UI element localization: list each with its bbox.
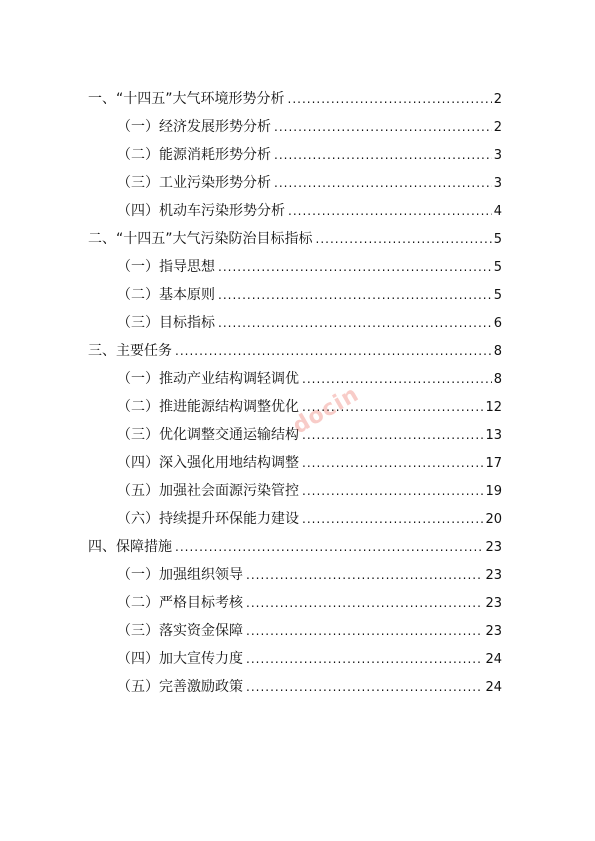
toc-page-number: 23 (485, 596, 502, 611)
toc-page-number: 13 (485, 428, 502, 443)
toc-dot-leader (302, 453, 483, 473)
toc-entry-2[interactable] (88, 229, 502, 249)
toc-dot-leader (175, 341, 492, 361)
toc-entry-2-3[interactable] (117, 313, 502, 333)
toc-entry-label: 三、主要任务 (88, 343, 172, 359)
toc-dot-leader (218, 313, 492, 333)
toc-dot-leader (302, 509, 483, 529)
toc-entry-label: （五）完善激励政策 (117, 679, 243, 695)
toc-entry-label: （二）基本原则 (117, 287, 215, 303)
toc-entry-label: 二、“十四五”大气污染防治目标指标 (88, 231, 313, 247)
toc-entry-label: （二）严格目标考核 (117, 595, 243, 611)
toc-dot-leader (288, 89, 492, 109)
toc-entry-1-1[interactable] (117, 117, 502, 137)
toc-entry-4-4[interactable] (117, 649, 502, 669)
toc-dot-leader (246, 593, 483, 613)
toc-entry-4-1[interactable] (117, 565, 502, 585)
toc-page-number: 8 (493, 344, 502, 359)
toc-page-number: 24 (485, 652, 502, 667)
toc-entry-1-2[interactable] (117, 145, 502, 165)
toc-entry-label: （五）加强社会面源污染管控 (117, 483, 299, 499)
toc-dot-leader (274, 117, 492, 137)
toc-dot-leader (175, 537, 483, 557)
toc-entry-4-5[interactable] (117, 677, 502, 697)
toc-dot-leader (218, 257, 492, 277)
toc-dot-leader (302, 369, 492, 389)
toc-page-number: 17 (485, 456, 502, 471)
toc-entry-label: （三）目标指标 (117, 315, 215, 331)
toc-dot-leader (316, 229, 492, 249)
toc-dot-leader (302, 397, 483, 417)
toc-dot-leader (302, 481, 483, 501)
toc-dot-leader (302, 425, 483, 445)
toc-entry-3-1[interactable] (117, 369, 502, 389)
toc-entry-3[interactable] (88, 341, 502, 361)
toc-dot-leader (274, 173, 492, 193)
toc-page-number: 2 (493, 92, 502, 107)
toc-entry-label: （四）加大宣传力度 (117, 651, 243, 667)
toc-page-number: 20 (485, 512, 502, 527)
toc-dot-leader (218, 285, 492, 305)
toc-page-number: 3 (493, 176, 502, 191)
toc-entry-1-4[interactable] (117, 201, 502, 221)
toc-page-number: 3 (493, 148, 502, 163)
toc-entry-4[interactable] (88, 537, 502, 557)
toc-page-number: 2 (493, 120, 502, 135)
toc-page-number: 5 (493, 288, 502, 303)
toc-entry-3-4[interactable] (117, 453, 502, 473)
toc-entry-label: （一）推动产业结构调轻调优 (117, 371, 299, 387)
toc-entry-label: （四）深入强化用地结构调整 (117, 455, 299, 471)
toc-page-number: 23 (485, 540, 502, 555)
toc-entry-label: （一）指导思想 (117, 259, 215, 275)
toc-entry-label: （二）能源消耗形势分析 (117, 147, 271, 163)
toc-entry-3-6[interactable] (117, 509, 502, 529)
toc-dot-leader (246, 621, 483, 641)
toc-page-number: 12 (485, 400, 502, 415)
toc-dot-leader (274, 145, 492, 165)
toc-entry-label: 四、保障措施 (88, 539, 172, 555)
toc-page-number: 24 (485, 680, 502, 695)
toc-entry-label: （三）优化调整交通运输结构 (117, 427, 299, 443)
toc-dot-leader (246, 565, 483, 585)
toc-entry-label: （四）机动车污染形势分析 (117, 203, 285, 219)
toc-entry-3-2[interactable] (117, 397, 502, 417)
toc-page-number: 6 (493, 316, 502, 331)
toc-entry-4-2[interactable] (117, 593, 502, 613)
toc-page-number: 5 (493, 260, 502, 275)
toc-page-number: 19 (485, 484, 502, 499)
toc-entry-1-3[interactable] (117, 173, 502, 193)
toc-page-number: 4 (493, 204, 502, 219)
toc-entry-label: （三）工业污染形势分析 (117, 175, 271, 191)
toc-entry-3-5[interactable] (117, 481, 502, 501)
toc-entry-label: （二）推进能源结构调整优化 (117, 399, 299, 415)
toc-entry-2-2[interactable] (117, 285, 502, 305)
toc-page-number: 23 (485, 568, 502, 583)
toc-entry-2-1[interactable] (117, 257, 502, 277)
toc-dot-leader (288, 201, 492, 221)
toc-entry-3-3[interactable] (117, 425, 502, 445)
watermark-text: docin (288, 381, 364, 440)
toc-entry-label: （三）落实资金保障 (117, 623, 243, 639)
toc-page-number: 8 (493, 372, 502, 387)
toc-entry-4-3[interactable] (117, 621, 502, 641)
toc-page-number: 5 (493, 232, 502, 247)
toc-page-number: 23 (485, 624, 502, 639)
toc-entry-label: （一）加强组织领导 (117, 567, 243, 583)
toc-entry-label: （六）持续提升环保能力建设 (117, 511, 299, 527)
toc-entry-label: 一、“十四五”大气环境形势分析 (88, 91, 285, 107)
toc-dot-leader (246, 677, 483, 697)
toc-dot-leader (246, 649, 483, 669)
toc-entry-1[interactable] (88, 89, 502, 109)
toc-entry-label: （一）经济发展形势分析 (117, 119, 271, 135)
